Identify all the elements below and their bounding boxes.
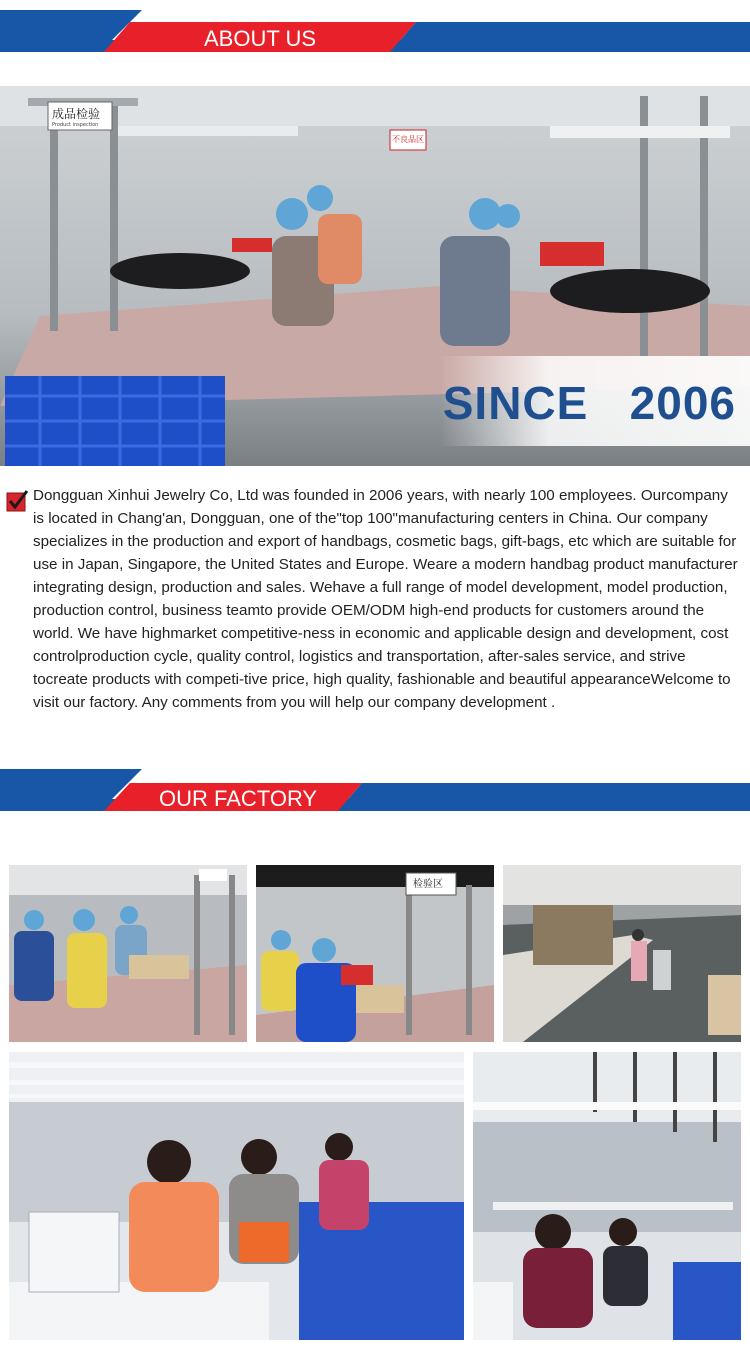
our-factory-banner: [0, 769, 750, 813]
since-2006-caption: SINCE 2006: [442, 377, 736, 429]
photo-2-sign-text: 检验区: [413, 879, 443, 890]
factory-photo-2: [256, 865, 494, 1042]
factory-photo-1: [9, 865, 247, 1042]
red-checkmark-icon: [6, 490, 28, 512]
factory-photo-5: [473, 1052, 741, 1340]
company-description: Dongguan Xinhui Jewelry Co, Ltd was founded in 2006 years, with nearly 100 employees. Ourcompany is located in Chang'an, Dongguan, one of the"top 100"manufacturing centers in China. Our company specializes in the production and export of handbags, cosmetic bags, gift-bags, etc which are suitable for use in Japan, Singapore, the United States and Europe. Weare a modern handbag product manufacturer integrating design, production and sales. Wehave a full range of model development, model production, production control, business teamto provide OEM/ODM high-end products for customers around the world. We have highmarket competitive-ness in economic and applicable design and development, cost controlproduction cycle, quality control, logistics and transportation, after-sales service, and strive tocreate products with competi-tive price, high quality, fashionable and beautiful appearanceWelcome to visit our factory. Any comments from you will help our company development .: [33, 487, 738, 711]
about-us-banner: [0, 10, 750, 54]
our-factory-title: OUR FACTORY: [159, 786, 318, 811]
about-us-title: ABOUT US: [204, 26, 317, 51]
defect-area-sign-text: 不良品区: [392, 135, 424, 144]
factory-photo-4: [9, 1052, 464, 1340]
inspection-sign-text: 成品检验: [52, 107, 101, 121]
inspection-sign-subtext: Product inspection: [52, 122, 99, 128]
factory-photo-3: [503, 865, 741, 1042]
